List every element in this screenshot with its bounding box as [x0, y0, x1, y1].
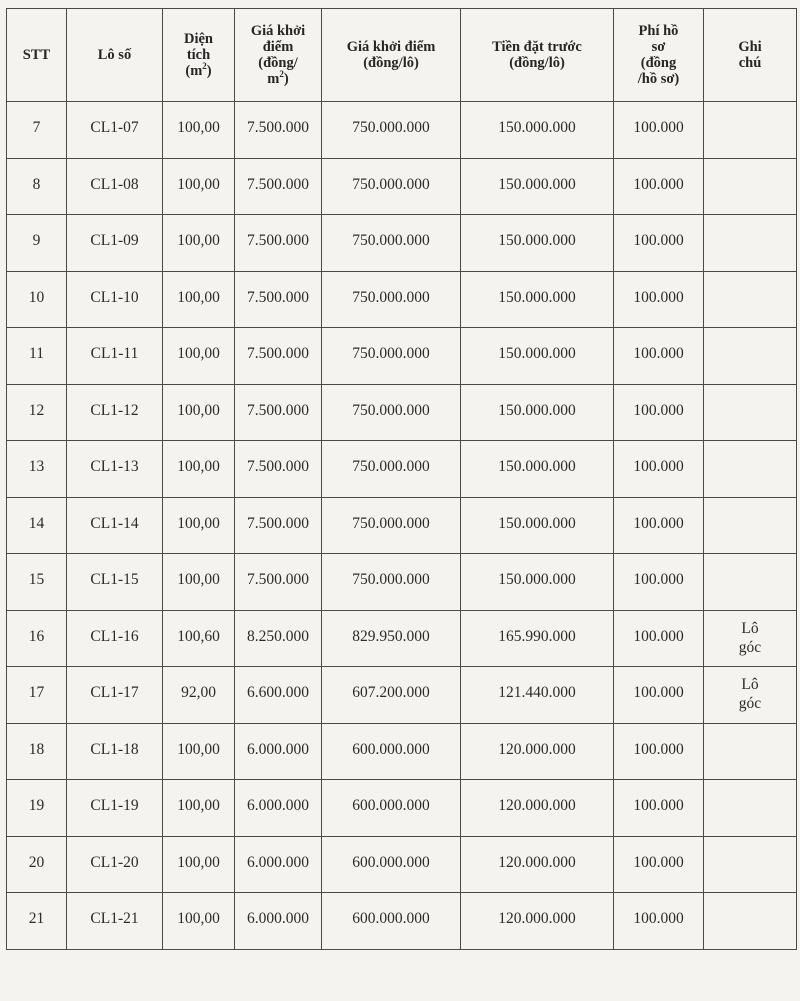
cell-stt: 19 [7, 780, 67, 837]
cell-note [704, 667, 797, 724]
cell-deposit: 150.000.000 [461, 328, 614, 385]
cell-start-price: 600.000.000 [322, 893, 461, 950]
cell-fee: 100.000 [614, 667, 704, 724]
cell-start-price: 750.000.000 [322, 497, 461, 554]
header-lot: Lô số [67, 9, 163, 102]
cell-lot-number: CL1-13 [67, 441, 163, 498]
cell-fee: 100.000 [614, 158, 704, 215]
header-note: Ghi chú [704, 9, 797, 102]
cell-area: 100,00 [163, 723, 235, 780]
cell-start-price: 600.000.000 [322, 780, 461, 837]
cell-unit-price: 7.500.000 [235, 554, 322, 611]
cell-deposit: 150.000.000 [461, 441, 614, 498]
cell-area: 100,00 [163, 271, 235, 328]
cell-lot-number: CL1-08 [67, 158, 163, 215]
cell-deposit: 120.000.000 [461, 893, 614, 950]
cell-area: 100,00 [163, 215, 235, 272]
cell-unit-price: 8.250.000 [235, 610, 322, 667]
cell-fee: 100.000 [614, 497, 704, 554]
table-row [7, 328, 797, 385]
cell-stt: 18 [7, 723, 67, 780]
cell-deposit: 120.000.000 [461, 780, 614, 837]
header-fee: Phí hồ sơ (đồng /hồ sơ) [614, 9, 704, 102]
cell-stt: 8 [7, 158, 67, 215]
cell-start-price: 750.000.000 [322, 271, 461, 328]
cell-area: 100,60 [163, 610, 235, 667]
cell-note [704, 328, 797, 385]
cell-note [704, 893, 797, 950]
cell-note [704, 723, 797, 780]
cell-lot-number: CL1-14 [67, 497, 163, 554]
cell-stt: 12 [7, 384, 67, 441]
cell-fee: 100.000 [614, 328, 704, 385]
cell-lot-number: CL1-11 [67, 328, 163, 385]
cell-start-price: 750.000.000 [322, 102, 461, 159]
table-row [7, 836, 797, 893]
cell-unit-price: 7.500.000 [235, 158, 322, 215]
table-row [7, 215, 797, 272]
cell-start-price: 750.000.000 [322, 215, 461, 272]
cell-stt: 13 [7, 441, 67, 498]
table-row [7, 441, 797, 498]
cell-note [704, 610, 797, 667]
cell-note [704, 102, 797, 159]
header-area: Diện tích $(m^2)$ [163, 9, 235, 102]
note-line: góc [738, 695, 762, 712]
cell-unit-price: 6.600.000 [235, 667, 322, 724]
cell-unit-price: 7.500.000 [235, 328, 322, 385]
cell-fee: 100.000 [614, 893, 704, 950]
header-start-price: Giá khởi điểm (đồng/lô) [322, 9, 461, 102]
cell-deposit: 120.000.000 [461, 723, 614, 780]
cell-deposit: 150.000.000 [461, 271, 614, 328]
table-row [7, 610, 797, 667]
cell-deposit: 165.990.000 [461, 610, 614, 667]
cell-lot-number: CL1-12 [67, 384, 163, 441]
table-row [7, 384, 797, 441]
table-row [7, 271, 797, 328]
note-line: Lô [741, 676, 759, 693]
cell-fee: 100.000 [614, 384, 704, 441]
cell-fee: 100.000 [614, 271, 704, 328]
table-body [7, 102, 797, 950]
cell-start-price: 750.000.000 [322, 328, 461, 385]
cell-deposit: 150.000.000 [461, 158, 614, 215]
note-line: Lô [741, 619, 759, 637]
cell-fee: 100.000 [614, 441, 704, 498]
cell-lot-number: CL1-10 [67, 271, 163, 328]
table-row [7, 497, 797, 554]
cell-note [704, 271, 797, 328]
table-row [7, 102, 797, 159]
cell-stt: 11 [7, 328, 67, 385]
cell-fee: 100.000 [614, 102, 704, 159]
cell-stt: 20 [7, 836, 67, 893]
cell-area: 100,00 [163, 836, 235, 893]
cell-start-price: 750.000.000 [322, 441, 461, 498]
cell-note [704, 215, 797, 272]
cell-lot-number: CL1-09 [67, 215, 163, 272]
cell-note [704, 497, 797, 554]
cell-start-price: 750.000.000 [322, 554, 461, 611]
cell-stt: 15 [7, 554, 67, 611]
cell-lot-number: CL1-16 [67, 610, 163, 667]
cell-unit-price: 7.500.000 [235, 102, 322, 159]
cell-deposit: 120.000.000 [461, 836, 614, 893]
cell-deposit: 121.440.000 [461, 667, 614, 724]
cell-area: 92,00 [163, 667, 235, 724]
header-row [7, 9, 797, 102]
cell-stt: 21 [7, 893, 67, 950]
cell-fee: 100.000 [614, 610, 704, 667]
cell-fee: 100.000 [614, 215, 704, 272]
cell-area: 100,00 [163, 497, 235, 554]
note-line: góc [738, 638, 762, 656]
header-stt: STT [7, 9, 67, 102]
header-deposit: Tiền đặt trước (đồng/lô) [461, 9, 614, 102]
table-row [7, 554, 797, 611]
cell-stt: 10 [7, 271, 67, 328]
cell-area: 100,00 [163, 158, 235, 215]
cell-fee: 100.000 [614, 554, 704, 611]
cell-start-price: 750.000.000 [322, 158, 461, 215]
cell-stt: 9 [7, 215, 67, 272]
cell-start-price: 607.200.000 [322, 667, 461, 724]
cell-deposit: 150.000.000 [461, 497, 614, 554]
cell-area: 100,00 [163, 384, 235, 441]
table-row [7, 158, 797, 215]
cell-start-price: 829.950.000 [322, 610, 461, 667]
cell-stt: 16 [7, 610, 67, 667]
cell-unit-price: 6.000.000 [235, 893, 322, 950]
cell-area: 100,00 [163, 893, 235, 950]
table-row [7, 667, 797, 724]
cell-stt: 17 [7, 667, 67, 724]
cell-unit-price: 7.500.000 [235, 441, 322, 498]
cell-fee: 100.000 [614, 780, 704, 837]
cell-start-price: 600.000.000 [322, 836, 461, 893]
cell-deposit: 150.000.000 [461, 384, 614, 441]
cell-note [704, 836, 797, 893]
cell-area: 100,00 [163, 328, 235, 385]
table-row [7, 723, 797, 780]
cell-lot-number: CL1-21 [67, 893, 163, 950]
cell-deposit: 150.000.000 [461, 102, 614, 159]
cell-note [704, 384, 797, 441]
cell-lot-number: CL1-18 [67, 723, 163, 780]
cell-note [704, 554, 797, 611]
cell-note [704, 780, 797, 837]
cell-lot-number: CL1-07 [67, 102, 163, 159]
cell-note [704, 158, 797, 215]
cell-unit-price: 6.000.000 [235, 780, 322, 837]
cell-unit-price: 6.000.000 [235, 723, 322, 780]
cell-lot-number: CL1-19 [67, 780, 163, 837]
cell-unit-price: 7.500.000 [235, 384, 322, 441]
table-row [7, 780, 797, 837]
cell-stt: 7 [7, 102, 67, 159]
cell-area: 100,00 [163, 554, 235, 611]
cell-deposit: 150.000.000 [461, 554, 614, 611]
cell-area: 100,00 [163, 102, 235, 159]
cell-fee: 100.000 [614, 723, 704, 780]
table-row [7, 893, 797, 950]
cell-unit-price: 7.500.000 [235, 215, 322, 272]
cell-fee: 100.000 [614, 836, 704, 893]
cell-area: 100,00 [163, 441, 235, 498]
cell-unit-price: 6.000.000 [235, 836, 322, 893]
cell-unit-price: 7.500.000 [235, 271, 322, 328]
cell-lot-number: CL1-20 [67, 836, 163, 893]
cell-area: 100,00 [163, 780, 235, 837]
cell-note [704, 441, 797, 498]
cell-start-price: 600.000.000 [322, 723, 461, 780]
cell-stt: 14 [7, 497, 67, 554]
header-unit-price: Giá khởi điểm (đồng/ $m^2$) [235, 9, 322, 102]
cell-start-price: 750.000.000 [322, 384, 461, 441]
cell-deposit: 150.000.000 [461, 215, 614, 272]
cell-lot-number: CL1-15 [67, 554, 163, 611]
land-lot-table [6, 8, 797, 950]
cell-unit-price: 7.500.000 [235, 497, 322, 554]
cell-lot-number: CL1-17 [67, 667, 163, 724]
